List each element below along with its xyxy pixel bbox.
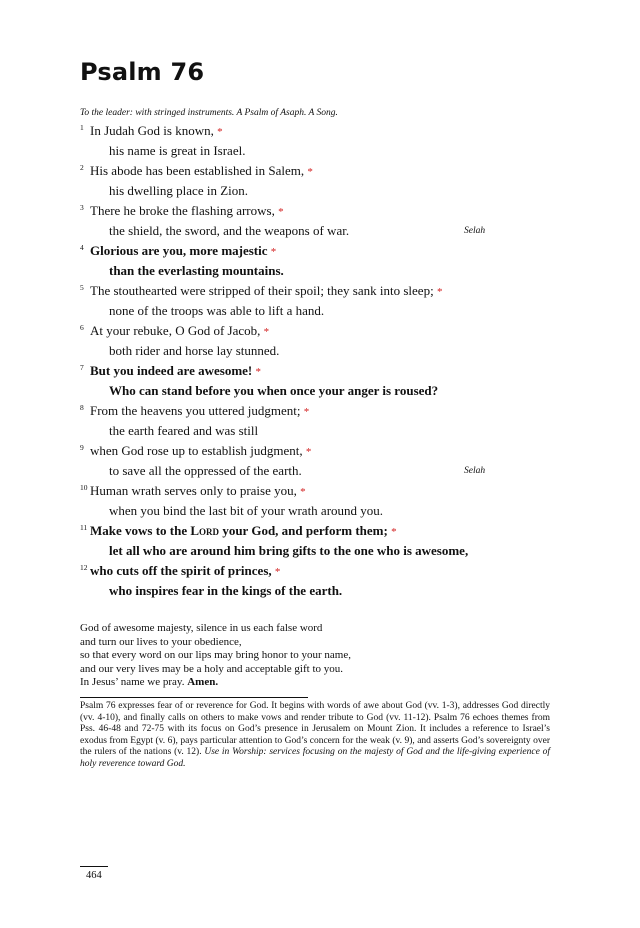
prayer-line: and turn our lives to your obedience, — [80, 635, 242, 648]
verse-7 — [80, 361, 560, 401]
verse-line-a: There he broke the flashing arrows, — [90, 203, 275, 218]
use-in-worship: Use in Worship: services focusing on the majesty of God and the life-giving experience of holy reverence toward God. — [80, 747, 550, 769]
verse-1 — [80, 121, 560, 161]
prayer-line: and our very lives may be a holy and acceptable gift to you. — [80, 662, 343, 675]
verse-line-b: to save all the oppressed of the earth. — [109, 463, 302, 478]
asterisk-mark: * — [436, 286, 443, 298]
prayer-last-line: In Jesus’ name we pray. — [80, 676, 185, 688]
asterisk-mark: * — [217, 126, 223, 138]
verse-line-a: Human wrath serves only to praise you, — [90, 483, 297, 498]
verse-number: 9 — [80, 443, 84, 452]
verse-number: 2 — [80, 163, 84, 172]
verse-line-b: when you bind the last bit of your wrath around you. — [109, 503, 384, 518]
verse-number: 8 — [80, 403, 84, 412]
verse-line-a: But you indeed are awesome! — [90, 363, 253, 378]
verse-9 — [80, 441, 560, 481]
verse-12 — [80, 561, 560, 601]
asterisk-mark: * — [274, 566, 281, 578]
verse-5 — [80, 281, 560, 321]
verse-2 — [80, 161, 560, 201]
closing-prayer — [80, 622, 351, 690]
verse-line-b: than the everlasting mountains. — [109, 263, 284, 278]
verse-number: 7 — [80, 363, 84, 372]
psalm-note — [80, 701, 550, 771]
prayer-line: so that every word on our lips may bring honor to your name, — [80, 649, 351, 661]
footer-divider — [80, 866, 108, 867]
page-number: 464 — [86, 870, 102, 881]
prayer-amen: Amen. — [187, 676, 219, 688]
verse-line-b: who inspires fear in the kings of the earth. — [109, 583, 343, 598]
verse-line-a: Glorious are you, more majestic — [90, 243, 268, 258]
verse-line-a: In Judah God is known, — [90, 123, 214, 138]
verse-8 — [80, 401, 560, 441]
asterisk-mark: * — [263, 326, 270, 338]
verse-line-b: both rider and horse lay stunned. — [109, 343, 280, 358]
asterisk-mark: * — [278, 206, 284, 218]
note-divider — [80, 697, 308, 698]
verse-line-b: his dwelling place in Zion. — [109, 183, 249, 198]
asterisk-mark: * — [391, 526, 397, 538]
verse-line-a: From the heavens you uttered judgment; — [90, 403, 301, 418]
verse-number: 3 — [80, 203, 84, 212]
verse-number: 6 — [80, 323, 84, 332]
asterisk-mark: * — [305, 446, 312, 458]
verse-10 — [80, 481, 560, 521]
asterisk-mark: * — [307, 166, 313, 178]
asterisk-mark: * — [303, 406, 310, 418]
lord-small-caps: Lord — [190, 523, 220, 538]
verse-3 — [80, 201, 560, 241]
verse-line-b: his name is great in Israel. — [109, 143, 246, 158]
verse-number: 1 — [80, 123, 84, 132]
page-title: Psalm 76 — [80, 58, 205, 86]
verse-number: 5 — [80, 283, 84, 292]
verse-line-b: let all who are around him bring gifts to the one who is awesome, — [109, 543, 469, 558]
verse-6 — [80, 321, 560, 361]
verse-number: 4 — [80, 243, 84, 252]
verse-line-a: who cuts off the spirit of princes, — [90, 563, 272, 578]
superscription: To the leader: with stringed instruments. A Psalm of Asaph. A Song. — [80, 108, 338, 118]
verse-line-b: the shield, the sword, and the weapons of war. — [109, 223, 350, 238]
asterisk-mark: * — [255, 366, 262, 378]
verse-line-a: when God rose up to establish judgment, — [90, 443, 303, 458]
verse-line-b: Who can stand before you when once your anger is roused? — [109, 383, 439, 398]
verse-line-b: none of the troops was able to lift a hand. — [109, 303, 325, 318]
note-text: Psalm 76 expresses fear of or reverence for God. It begins with words of awe about God (vv. 1-3), addresses God directly (vv. 4-10), and finally calls on others to make vows and render tribute to God (vv. 11-12). Psalm 76 echoes themes from Pss. 46-48 and 72-75 with its focus on God’s presence in Jerusalem on Mount Zion. It includes a reference to Israel’s exodus from Egypt (v. 6), pays particular attention to God’s concern for the weak (v. 9), and asserts God’s sovereignty over the rulers of the nations (v. 12). — [80, 701, 550, 758]
asterisk-mark: * — [270, 246, 277, 258]
asterisk-mark: * — [300, 486, 306, 498]
verse-number: 11 — [80, 523, 88, 532]
verse-line-a-end: your God, and perform them; — [219, 523, 388, 538]
selah-marker: Selah — [464, 466, 486, 476]
verse-number: 12 — [80, 563, 88, 572]
verse-line-a: Make vows to the — [90, 523, 191, 538]
verse-line-a: At your rebuke, O God of Jacob, — [90, 323, 261, 338]
selah-marker: Selah — [464, 226, 486, 236]
verse-line-a: The stouthearted were stripped of their spoil; they sank into sleep; — [90, 283, 434, 298]
verse-number: 10 — [80, 483, 88, 492]
psalm-verses — [80, 121, 560, 601]
verse-line-b: the earth feared and was still — [109, 423, 259, 438]
verse-11 — [80, 521, 560, 561]
prayer-line: God of awesome majesty, silence in us each false word — [80, 622, 323, 634]
verse-line-a: His abode has been established in Salem, — [90, 163, 305, 178]
verse-4 — [80, 241, 560, 281]
